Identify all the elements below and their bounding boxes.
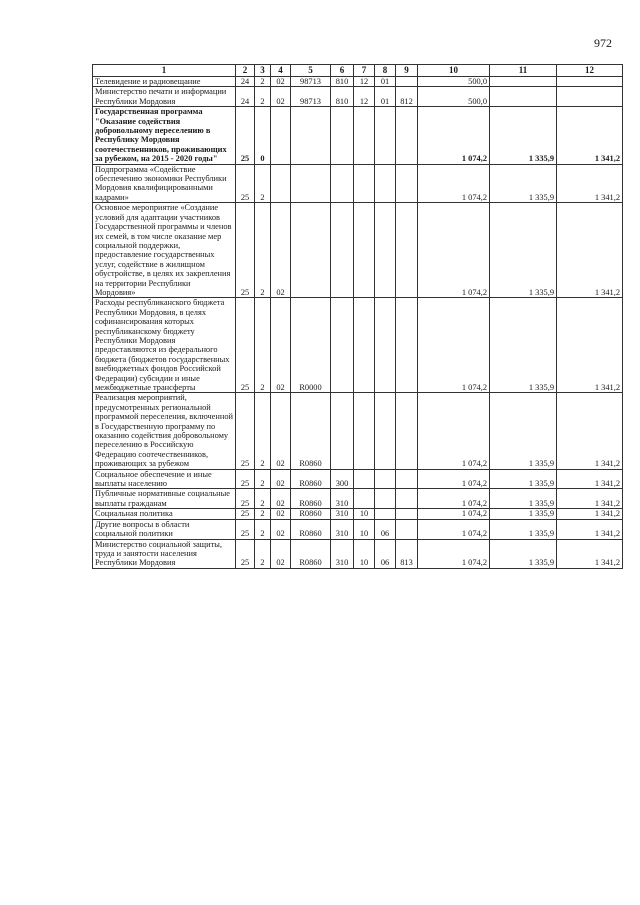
cell-7: 12	[354, 87, 375, 107]
cell-3: 2	[255, 469, 271, 489]
cell-11: 1 335,9	[490, 298, 557, 393]
column-header-4: 4	[271, 65, 291, 77]
cell-6: 810	[331, 87, 354, 107]
row-name-cell: Министерство социальной защиты, труда и занятости населения Республики Мордовия	[93, 539, 236, 568]
cell-7: 10	[354, 519, 375, 539]
cell-9	[396, 519, 418, 539]
cell-5: R0860	[291, 469, 331, 489]
cell-8	[375, 509, 396, 519]
cell-12	[557, 87, 623, 107]
cell-7	[354, 164, 375, 203]
cell-6: 810	[331, 77, 354, 87]
cell-11: 1 335,9	[490, 489, 557, 509]
table-row	[93, 509, 623, 519]
cell-4: 02	[271, 77, 291, 87]
cell-12: 1 341,2	[557, 203, 623, 298]
cell-2: 25	[236, 203, 255, 298]
cell-3: 2	[255, 298, 271, 393]
cell-11	[490, 87, 557, 107]
cell-3: 2	[255, 393, 271, 469]
cell-2: 25	[236, 298, 255, 393]
cell-7	[354, 489, 375, 509]
cell-9: 813	[396, 539, 418, 568]
cell-8	[375, 489, 396, 509]
cell-6: 310	[331, 509, 354, 519]
cell-2: 25	[236, 393, 255, 469]
cell-2: 25	[236, 509, 255, 519]
column-header-11: 11	[490, 65, 557, 77]
column-header-8: 8	[375, 65, 396, 77]
cell-8	[375, 393, 396, 469]
cell-6: 300	[331, 469, 354, 489]
cell-12: 1 341,2	[557, 469, 623, 489]
cell-11: 1 335,9	[490, 107, 557, 164]
cell-4: 02	[271, 539, 291, 568]
cell-12	[557, 77, 623, 87]
table-row	[93, 87, 623, 107]
row-name-cell: Публичные нормативные социальные выплаты гражданам	[93, 489, 236, 509]
column-header-1: 1	[93, 65, 236, 77]
cell-10: 1 074,2	[418, 509, 490, 519]
budget-table	[92, 64, 623, 569]
cell-2: 24	[236, 77, 255, 87]
table-row	[93, 298, 623, 393]
cell-10: 500,0	[418, 87, 490, 107]
row-name-cell: Расходы республиканского бюджета Республики Мордовия, в целях софинансирования которых республиканскому бюджету Республики Мордовия предоставляются из федерального бюджета (бюджетов государственных внебюджетных фондов Российской Федерации) субсидии и иные межбюджетные трансферты	[93, 298, 236, 393]
cell-8: 01	[375, 87, 396, 107]
column-header-9: 9	[396, 65, 418, 77]
cell-10: 1 074,2	[418, 489, 490, 509]
cell-6	[331, 107, 354, 164]
cell-11: 1 335,9	[490, 393, 557, 469]
page-number: 972	[594, 36, 612, 50]
cell-7	[354, 469, 375, 489]
cell-7	[354, 298, 375, 393]
column-header-7: 7	[354, 65, 375, 77]
cell-6: 310	[331, 519, 354, 539]
column-header-3: 3	[255, 65, 271, 77]
table-row	[93, 393, 623, 469]
cell-3: 2	[255, 509, 271, 519]
cell-4: 02	[271, 203, 291, 298]
cell-8	[375, 203, 396, 298]
row-name-cell: Социальное обеспечение и иные выплаты населению	[93, 469, 236, 489]
cell-2: 25	[236, 539, 255, 568]
cell-9	[396, 469, 418, 489]
cell-5: R0860	[291, 509, 331, 519]
cell-4	[271, 107, 291, 164]
cell-8: 01	[375, 77, 396, 87]
cell-9	[396, 107, 418, 164]
cell-11: 1 335,9	[490, 469, 557, 489]
cell-4: 02	[271, 298, 291, 393]
table-body	[93, 77, 623, 569]
cell-9	[396, 489, 418, 509]
cell-4: 02	[271, 509, 291, 519]
cell-8	[375, 164, 396, 203]
cell-8	[375, 298, 396, 393]
cell-9	[396, 298, 418, 393]
cell-3: 2	[255, 87, 271, 107]
row-name-cell: Государственная программа "Оказание содействия добровольному переселению в Республику Мордовия соотечественников, проживающих за рубежом, на 2015 - 2020 годы"	[93, 107, 236, 164]
cell-2: 25	[236, 489, 255, 509]
row-name-cell: Социальная политика	[93, 509, 236, 519]
cell-2: 25	[236, 469, 255, 489]
cell-3: 2	[255, 489, 271, 509]
cell-6: 310	[331, 539, 354, 568]
cell-2: 25	[236, 107, 255, 164]
cell-9	[396, 203, 418, 298]
table-row	[93, 164, 623, 203]
cell-5	[291, 203, 331, 298]
cell-12: 1 341,2	[557, 539, 623, 568]
cell-6	[331, 298, 354, 393]
cell-10: 1 074,2	[418, 469, 490, 489]
cell-5	[291, 107, 331, 164]
cell-5: R0000	[291, 298, 331, 393]
cell-8: 06	[375, 519, 396, 539]
cell-2: 25	[236, 164, 255, 203]
row-name-cell: Другие вопросы в области социальной политики	[93, 519, 236, 539]
cell-10: 1 074,2	[418, 164, 490, 203]
cell-5: R0860	[291, 519, 331, 539]
cell-12: 1 341,2	[557, 393, 623, 469]
table-row	[93, 519, 623, 539]
cell-9	[396, 164, 418, 203]
cell-12: 1 341,2	[557, 298, 623, 393]
cell-11: 1 335,9	[490, 519, 557, 539]
table-row	[93, 539, 623, 568]
cell-5: R0860	[291, 539, 331, 568]
cell-3: 2	[255, 519, 271, 539]
cell-7	[354, 203, 375, 298]
cell-5: R0860	[291, 489, 331, 509]
table-row	[93, 203, 623, 298]
column-header-12: 12	[557, 65, 623, 77]
cell-6	[331, 393, 354, 469]
cell-9: 812	[396, 87, 418, 107]
cell-12: 1 341,2	[557, 519, 623, 539]
cell-8	[375, 107, 396, 164]
cell-10: 1 074,2	[418, 539, 490, 568]
table-row	[93, 469, 623, 489]
cell-4: 02	[271, 489, 291, 509]
row-name-cell: Реализация мероприятий, предусмотренных региональной программой переселения, включенной в Государственную программу по оказанию содействия добровольному переселению в Российскую Федерацию соотечественников, проживающих за рубежом	[93, 393, 236, 469]
cell-11: 1 335,9	[490, 203, 557, 298]
table-row	[93, 489, 623, 509]
cell-12: 1 341,2	[557, 164, 623, 203]
cell-3: 2	[255, 164, 271, 203]
column-header-2: 2	[236, 65, 255, 77]
cell-11	[490, 77, 557, 87]
cell-7: 10	[354, 539, 375, 568]
cell-4: 02	[271, 87, 291, 107]
cell-2: 24	[236, 87, 255, 107]
cell-10: 1 074,2	[418, 107, 490, 164]
cell-10: 1 074,2	[418, 393, 490, 469]
cell-5: 98713	[291, 87, 331, 107]
cell-9	[396, 509, 418, 519]
cell-12: 1 341,2	[557, 107, 623, 164]
cell-5	[291, 164, 331, 203]
row-name-cell: Министерство печати и информации Республики Мордовия	[93, 87, 236, 107]
cell-10: 1 074,2	[418, 203, 490, 298]
cell-6	[331, 203, 354, 298]
cell-12: 1 341,2	[557, 509, 623, 519]
cell-7: 12	[354, 77, 375, 87]
cell-3: 2	[255, 539, 271, 568]
cell-4: 02	[271, 469, 291, 489]
cell-7: 10	[354, 509, 375, 519]
cell-8	[375, 469, 396, 489]
cell-2: 25	[236, 519, 255, 539]
column-header-5: 5	[291, 65, 331, 77]
cell-11: 1 335,9	[490, 539, 557, 568]
table-row	[93, 107, 623, 164]
cell-4	[271, 164, 291, 203]
cell-6: 310	[331, 489, 354, 509]
cell-7	[354, 107, 375, 164]
cell-10: 500,0	[418, 77, 490, 87]
cell-9	[396, 393, 418, 469]
cell-3: 2	[255, 203, 271, 298]
cell-11: 1 335,9	[490, 164, 557, 203]
row-name-cell: Телевидение и радиовещание	[93, 77, 236, 87]
cell-10: 1 074,2	[418, 298, 490, 393]
cell-5: 98713	[291, 77, 331, 87]
cell-8: 06	[375, 539, 396, 568]
column-header-10: 10	[418, 65, 490, 77]
cell-3: 0	[255, 107, 271, 164]
cell-4: 02	[271, 393, 291, 469]
table-row	[93, 77, 623, 87]
cell-4: 02	[271, 519, 291, 539]
cell-11: 1 335,9	[490, 509, 557, 519]
cell-7	[354, 393, 375, 469]
cell-9	[396, 77, 418, 87]
cell-6	[331, 164, 354, 203]
cell-10: 1 074,2	[418, 519, 490, 539]
column-header-6: 6	[331, 65, 354, 77]
cell-12: 1 341,2	[557, 489, 623, 509]
row-name-cell: Подпрограмма «Содействие обеспечению экономики Республики Мордовия квалифицированными кадрами»	[93, 164, 236, 203]
header-row	[93, 65, 623, 77]
row-name-cell: Основное мероприятие «Создание условий для адаптации участников Государственной программы и членов их семей, в том числе оказание мер социальной поддержки, предоставление государственных услуг, содействие в жилищном обустройстве, в целях их закрепления на территории Республики Мордовия»	[93, 203, 236, 298]
cell-3: 2	[255, 77, 271, 87]
cell-5: R0860	[291, 393, 331, 469]
